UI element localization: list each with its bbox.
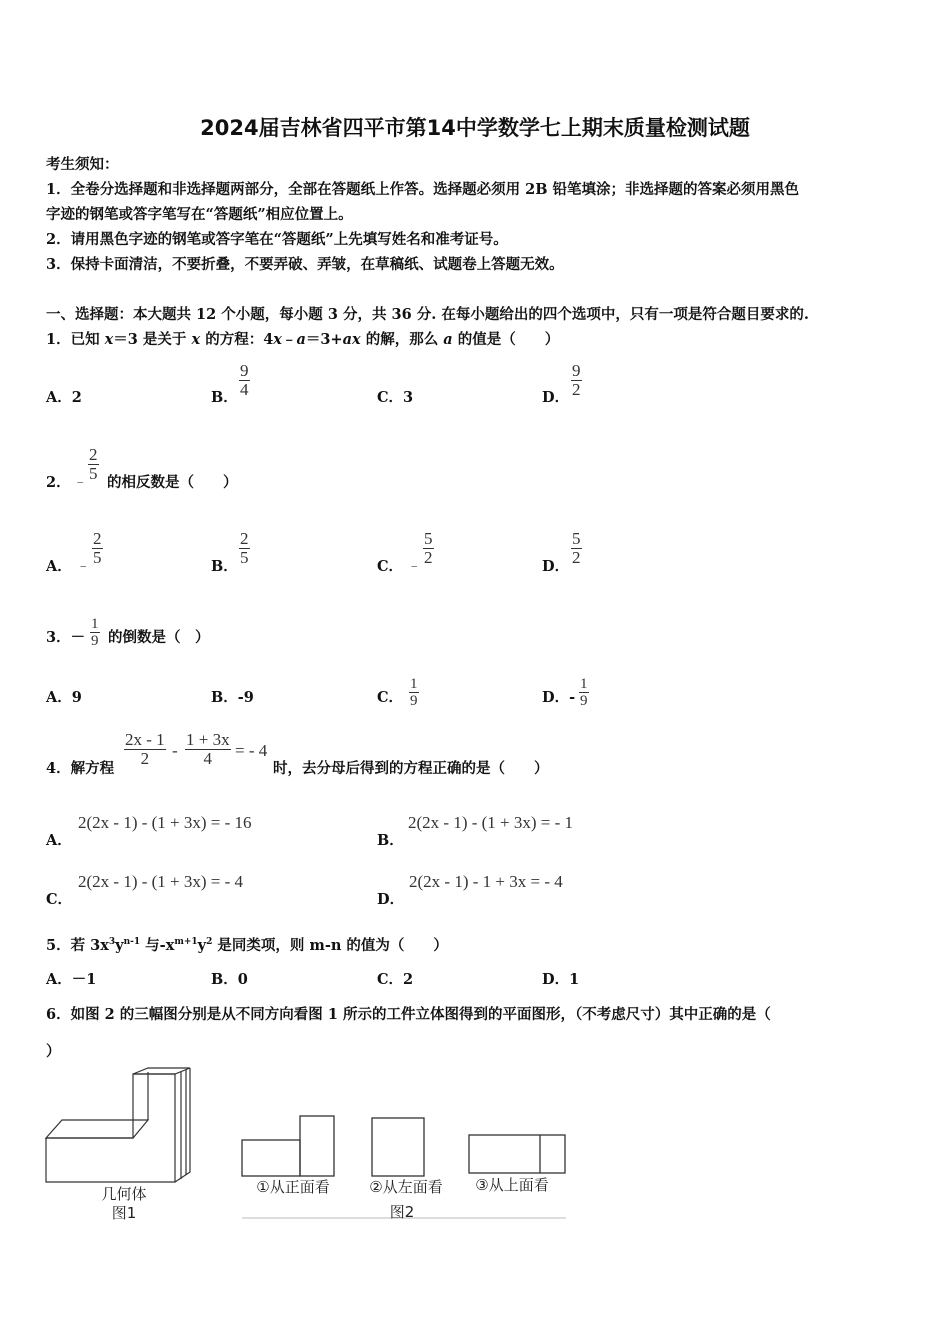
- view-1-label: ①从正面看: [256, 1178, 330, 1196]
- q2-option-a-fraction: $\frac{2}{5}$: [93, 529, 102, 567]
- q3-option-c-fraction: $\frac{1}{9}$: [410, 676, 418, 709]
- q4-option-b[interactable]: B．: [377, 832, 404, 849]
- question-2-number: 2．: [46, 474, 71, 491]
- solid-right-face: [175, 1068, 190, 1182]
- q1-option-d[interactable]: D．: [542, 389, 570, 406]
- q3-option-b[interactable]: B．-9: [211, 689, 254, 706]
- q4-option-a-equation: 2(2x - 1) - (1 + 3x) = - 16: [78, 813, 252, 832]
- q1-option-a[interactable]: A．2: [46, 389, 82, 406]
- notice-heading: 考生须知：: [46, 156, 119, 173]
- question-6-stem-end: ）: [46, 1043, 61, 1060]
- q3-fraction: $\frac{1}{9}$: [91, 616, 99, 649]
- q5-option-b[interactable]: B．0: [211, 971, 248, 988]
- q3-option-c[interactable]: C．: [377, 689, 404, 706]
- question-3-number: 3．－: [46, 629, 86, 646]
- question-6-stem: 6．如图 2 的三幅图分别是从不同方向看图 1 所示的工件立体图得到的平面图形，（不考虑尺寸）其中正确的是（: [46, 1006, 771, 1023]
- q2-option-b[interactable]: B．: [211, 558, 238, 575]
- page-title: 2024届吉林省四平市第14中学数学七上期末质量检测试题: [200, 116, 750, 140]
- front-view-left-rect: [242, 1140, 300, 1176]
- figure-1-label: 几何体: [101, 1185, 147, 1203]
- q5-option-c[interactable]: C．2: [377, 971, 414, 988]
- question-1-stem: 1．已知 x＝3 是关于 x 的方程：4x﹣a＝3+ax 的解，那么 a 的值是（ ）: [46, 331, 560, 348]
- question-4-number: 4．解方程: [46, 760, 115, 777]
- q4-option-d[interactable]: D．: [377, 891, 405, 908]
- q5-option-d[interactable]: D．1: [542, 971, 580, 988]
- q1-option-c[interactable]: C．3: [377, 389, 414, 406]
- q2-option-c-fraction: $\frac{5}{2}$: [424, 529, 433, 567]
- q3-option-d-fraction: $\frac{1}{9}$: [580, 676, 588, 709]
- front-view-right-rect: [300, 1116, 334, 1176]
- q2-option-c[interactable]: C．: [377, 558, 404, 575]
- notice-line-1b: 字迹的钢笔或答字笔写在“答题纸”相应位置上。: [46, 206, 353, 223]
- question-4-stem: 时，去分母后得到的方程正确的是（ ）: [273, 760, 549, 777]
- q4-option-b-equation: 2(2x - 1) - (1 + 3x) = - 1: [408, 813, 574, 832]
- question-2-stem: 的相反数是（ ）: [107, 474, 238, 491]
- q4-option-a[interactable]: A．: [46, 832, 72, 849]
- q4-rhs: = - 4: [235, 741, 268, 760]
- q1-option-d-fraction: $\frac{9}{2}$: [572, 361, 581, 399]
- question-3-stem: 的倒数是（ ）: [108, 629, 210, 646]
- q2-option-d-fraction: $\frac{5}{2}$: [572, 529, 581, 567]
- notice-line-2: 2．请用黑色字迹的钢笔或答字笔在“答题纸”上先填写姓名和准考证号。: [46, 231, 508, 248]
- q3-option-d[interactable]: D．-: [542, 689, 576, 706]
- q2-option-a[interactable]: A．: [46, 558, 72, 575]
- q2-option-b-fraction: $\frac{2}{5}$: [240, 529, 249, 567]
- q4-fraction-2: $\frac{1 + 3x}{4}$: [186, 730, 230, 768]
- figure-1-caption: 图1: [111, 1204, 137, 1222]
- top-view-rect: [469, 1135, 565, 1173]
- q4-option-d-equation: 2(2x - 1) - 1 + 3x = - 4: [409, 872, 563, 891]
- view-3-label: ③从上面看: [475, 1176, 549, 1194]
- section-heading: 一、选择题：本大题共 12 个小题，每小题 3 分，共 36 分. 在每小题给出的四个选项中，只有一项是符合题目要求的.: [46, 306, 809, 323]
- left-view-rect: [372, 1118, 424, 1176]
- figure-1-solid: [40, 1062, 210, 1224]
- q2-minus: ﹣: [73, 474, 88, 490]
- q1-option-b-fraction: $\frac{9}{4}$: [240, 361, 249, 399]
- q4-option-c[interactable]: C．: [46, 891, 73, 908]
- q4-fraction-1: $\frac{2x - 1}{2}$: [125, 730, 165, 768]
- notice-line-3: 3．保持卡面清洁，不要折叠，不要弄破、弄皱，在草稿纸、试题卷上答题无效。: [46, 256, 564, 273]
- q2-option-d[interactable]: D．: [542, 558, 570, 575]
- q3-option-a[interactable]: A．9: [46, 689, 82, 706]
- question-5-stem: 5．若 $3x^3y^{n-1}$ 与$-x^{m+1}y^2$ 是同类项，则 m-n 的值为（ ）: [46, 937, 448, 954]
- q2-fraction: $\frac{2}{5}$: [89, 445, 98, 483]
- figure-2-caption: 图2: [389, 1203, 415, 1221]
- q5-option-a[interactable]: A．－1: [46, 971, 97, 988]
- q2-option-a-minus: ﹣: [76, 558, 91, 574]
- notice-line-1a: 1．全卷分选择题和非选择题两部分，全部在答题纸上作答。选择题必须用 2B 铅笔填涂；非选择题的答案必须用黑色: [46, 181, 800, 198]
- figure-2-views: [236, 1106, 570, 1224]
- q4-option-c-equation: 2(2x - 1) - (1 + 3x) = - 4: [78, 872, 244, 891]
- q1-option-b[interactable]: B．: [211, 389, 238, 406]
- solid-front-face: [46, 1074, 175, 1182]
- view-2-label: ②从左面看: [369, 1178, 443, 1196]
- q4-operator: -: [172, 741, 178, 760]
- q2-option-c-minus: ﹣: [407, 558, 422, 574]
